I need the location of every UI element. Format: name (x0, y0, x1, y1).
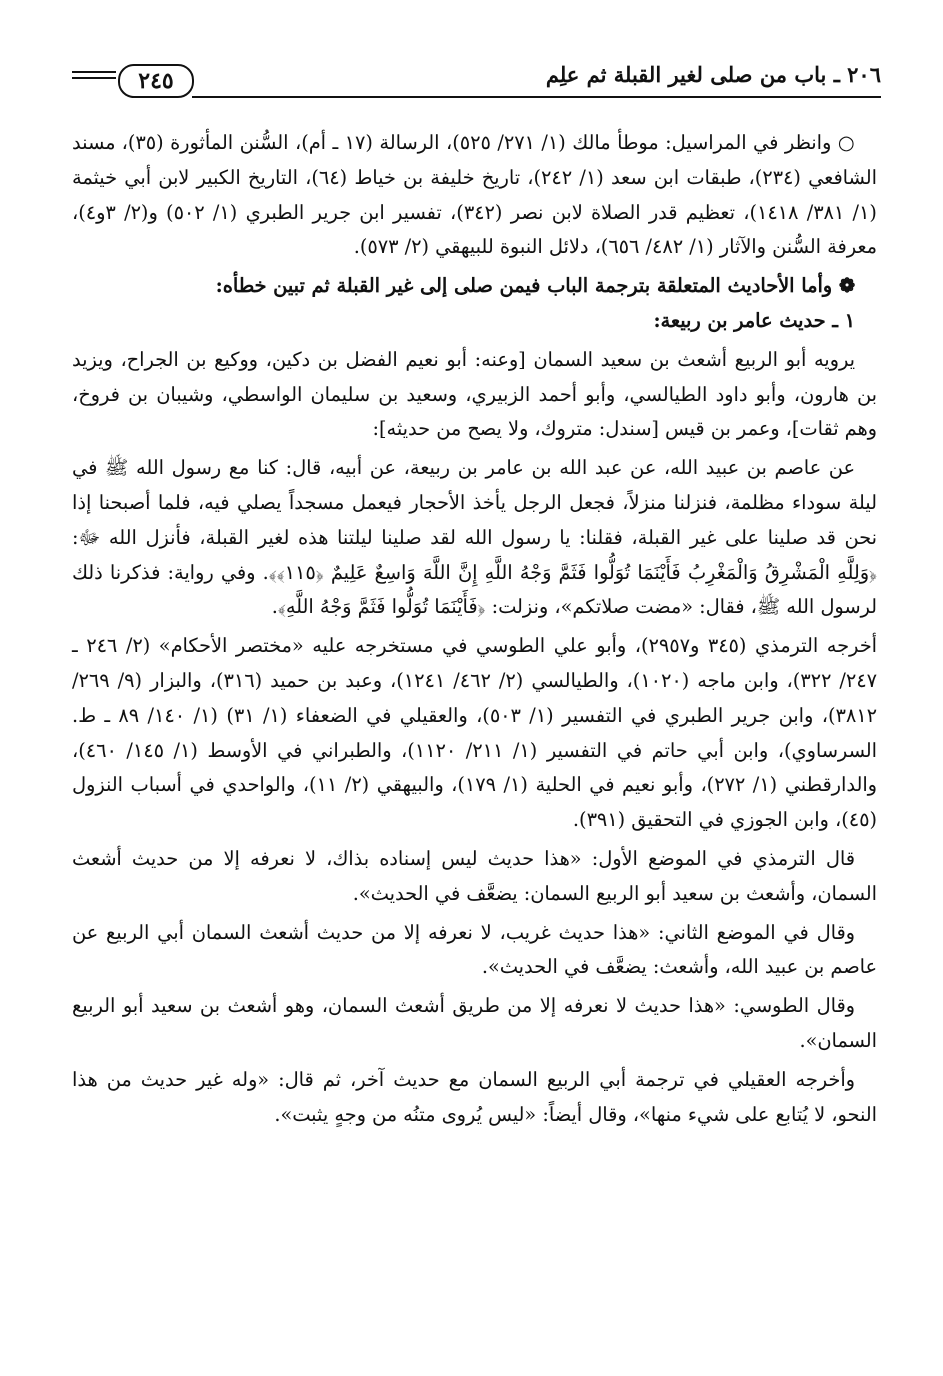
tusi-comment: وقال الطوسي: «هذا حديث لا نعرفه إلا من طريق أشعث السمان، وهو أشعث بن سعيد أبو الربيع السمان». (72, 994, 877, 1052)
page-number-badge (118, 64, 194, 98)
page-number: ٢٤٥ (138, 68, 174, 94)
references-paragraph: ○ وانظر في المراسيل: موطأ مالك (١/ ٢٧١/ ٥٢٥)، الرسالة (١٧ ـ أم)، السُّنن المأثورة (٣٥)، مسند الشافعي (٢٣٤)، طبقات ابن سعد (١/ ٢٤٢)، تاريخ خليفة بن خياط (٦٤)، التاريخ الكبير لابن أبي خيثمة (١/ ٣٨١/ ١٤١٨)، تعظيم قدر الصلاة لابن نصر (٣٤٢)، تفسير ابن جرير الطبري (١/ ٥٠٢) و(٢/ ٣و٤)، معرفة السُّنن والآثار (١/ ٤٨٢/ ٦٥٦)، دلائل النبوة للبيهقي (٢/ ٥٧٣). (72, 131, 877, 259)
tirmidhi-first-comment: قال الترمذي في الموضع الأول: «هذا حديث ليس إسناده بذاك، لا نعرفه إلا من حديث أشعث السمان، وأشعث بن سعيد أبو الربيع السمان: يضعَّف في الحديث». (72, 846, 877, 905)
section-heading: ❁ وأما الأحاديث المتعلقة بترجمة الباب فيمن صلى إلى غير القبلة ثم تبين خطأه: (215, 274, 855, 298)
hadith-heading: ١ ـ حديث عامر بن ربيعة: (653, 308, 855, 332)
chapter-title: ٢٠٦ ـ باب من صلى لغير القبلة ثم علِم (545, 62, 881, 87)
narrators-paragraph: يرويه أبو الربيع أشعث بن سعيد السمان [وعنه: أبو نعيم الفضل بن دكين، ووكيع بن الجراح، ويزيد بن هارون، وأبو داود الطيالسي، وأبو أحمد الزبيري، وسعيد بن سليمان الواسطي، وشيبان بن فروخ، وهم ثقات]، وعمر بن قيس [سندل: متروك، ولا يصح من حديثه]: (72, 347, 877, 441)
takhrij-paragraph: أخرجه الترمذي (٣٤٥ و٢٩٥٧)، وأبو علي الطوسي في مستخرجه عليه «مختصر الأحكام» (٢/ ٢٤٦ ـ ٢٤٧/ ٣٢٢)، وابن ماجه (١٠٢٠)، والطيالسي (٢/ ٤٦٢/ ١٢٤١)، وعبد بن حميد (٣١٦)، والبزار (٩/ ٢٦٩/ ٣٨١٢)، وابن جرير الطبري في التفسير (١/ ٥٠٣)، والعقيلي في الضعفاء (١/ ٣١) (١/ ١٤٠/ ٨٩ ـ ط. السرساوي)، وابن أبي حاتم في التفسير (١/ ٢١١/ ١١٢٠)، والطبراني في الأوسط (١/ ١٤٥/ ٤٦٠)، والدارقطني (١/ ٢٧٢)، وأبو نعيم في الحلية (١/ ١٧٩)، والبيهقي (٢/ ١١)، والواحدي في أسباب النزول (٤٥)، وابن الجوزي في التحقيق (٣٩١). (72, 634, 877, 832)
page-header (72, 60, 881, 100)
hadith-text-paragraph: عن عاصم بن عبيد الله، عن عبد الله بن عامر بن ربيعة، عن أبيه، قال: كنا مع رسول الله ﷺ في ليلة سوداء مظلمة، فنزلنا منزلاً، فجعل الرجل يأخذ الأحجار فيعمل مسجداً يصلي فيه، فلما أصبحنا إذا نحن قد صلينا على غير القبلة، فقلنا: يا رسول الله لقد صلينا ليلتنا هذه لغير القبلة، فأنزل الله ﷻ: ﴿وَلِلَّهِ الْمَشْرِقُ وَالْمَغْرِبُ فَأَيْنَمَا تُوَلُّوا فَثَمَّ وَجْهُ اللَّهِ إِنَّ اللَّهَ وَاسِعٌ عَلِيمٌ ﴿١١٥﴾﴾. وفي رواية: فذكرنا ذلك لرسول الله ﷺ، فقال: «مضت صلاتكم»، ونزلت: ﴿فَأَيْنَمَا تُوَلُّوا فَثَمَّ وَجْهُ اللَّهِ﴾. (72, 456, 877, 619)
header-rule (192, 96, 881, 98)
page-body (72, 126, 877, 1132)
tirmidhi-second-comment: وقال في الموضع الثاني: «هذا حديث غريب، لا نعرفه إلا من حديث أشعث السمان أبي الربيع عن عاصم بن عبيد الله، وأشعث: يضعَّف في الحديث». (72, 920, 877, 979)
decorative-dash-lines (72, 71, 116, 83)
uqayli-comment: وأخرجه العقيلي في ترجمة أبي الربيع السمان مع حديث آخر، ثم قال: «وله غير حديث من هذا النحو، لا يُتابع على شيء منها»، وقال أيضاً: «ليس يُروى متنُه من وجهٍ يثبت». (72, 1067, 877, 1126)
